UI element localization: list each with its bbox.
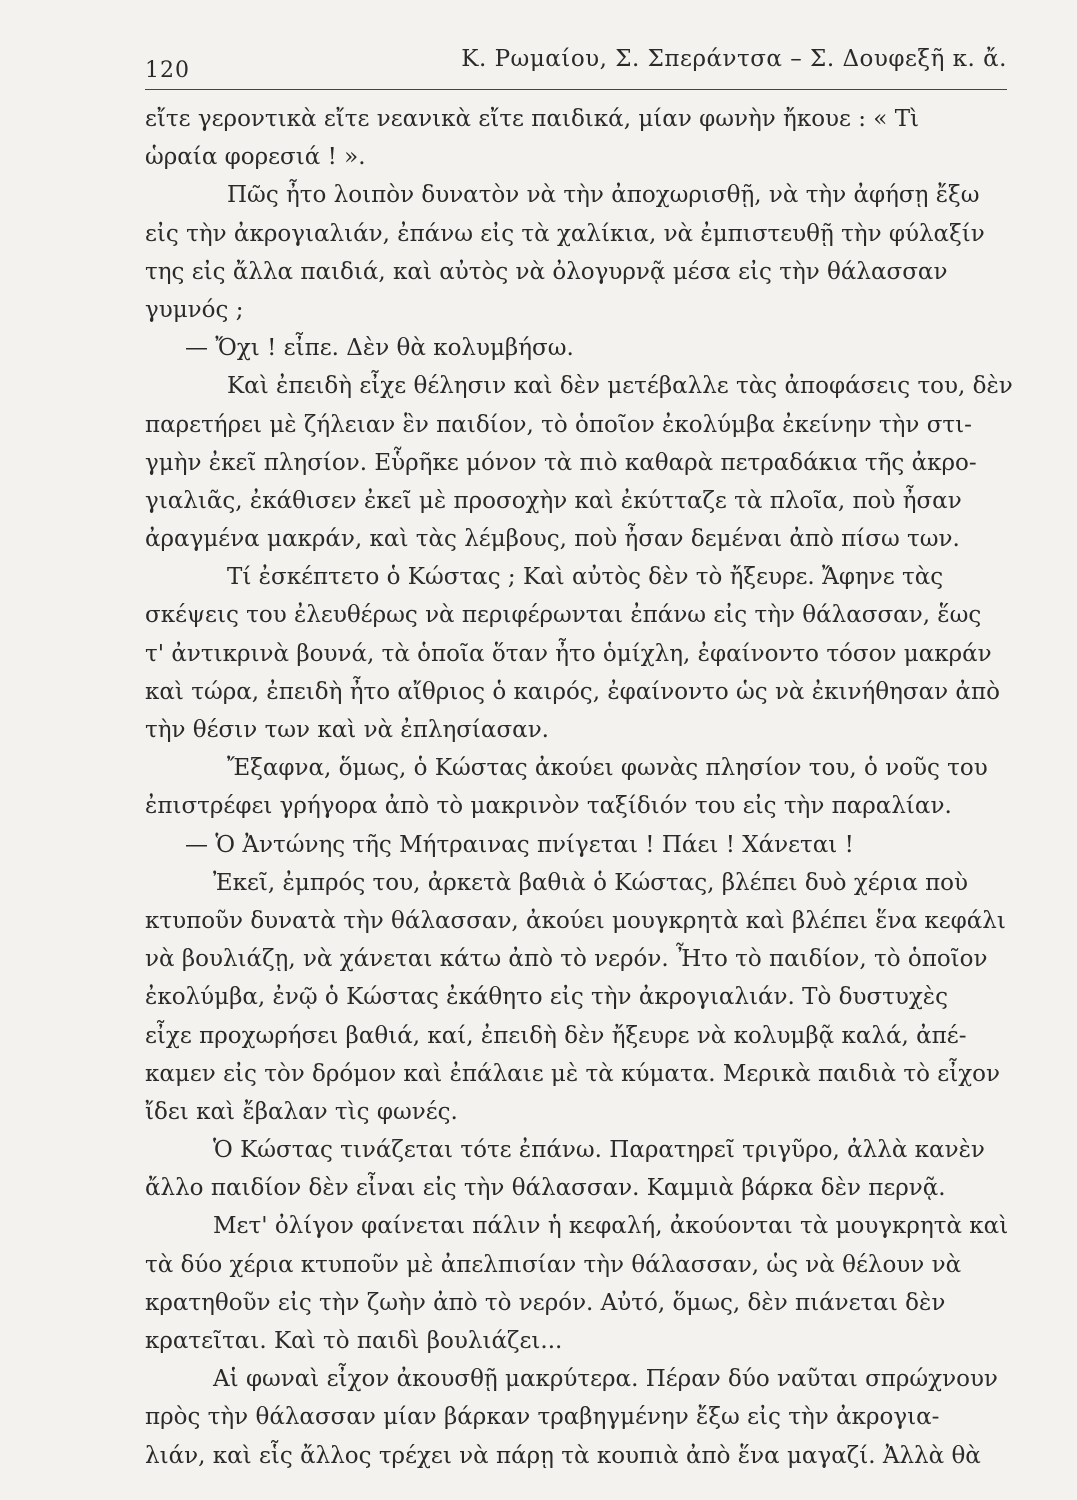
text-line: τὴν θέσιν των καὶ νὰ ἐπλησίασαν. [145,717,549,743]
text-line: εἴτε γεροντικὰ εἴτε νεανικὰ εἴτε παιδικά, μίαν φωνὴν ἤκουε : « Τὶ [145,106,920,132]
text-line: γυμνός ; [145,296,244,323]
text-line: κρατηθοῦν εἰς τὴν ζωὴν ἀπὸ τὸ νερόν. Αὐτό, ὅμως, δὲν πιάνεται δὲν [145,1289,946,1316]
text-line: Ἐκεῖ, ἐμπρός του, ἀρκετὰ βαθιὰ ὁ Κώστας, βλέπει δυὸ χέρια ποὺ [213,869,969,896]
body-text [145,100,1035,1475]
text-line: Πῶς ἦτο λοιπὸν δυνατὸν νὰ τὴν ἀποχωρισθῇ, νὰ τὴν ἀφήσῃ ἔξω [227,182,980,209]
header-rule [145,89,1007,90]
text-line: ἴδει καὶ ἔβαλαν τὶς φωνές. [145,1098,458,1125]
text-line: ὡραία φορεσιά ! ». [145,144,366,171]
text-line: λιάν, καὶ εἷς ἄλλος τρέχει νὰ πάρῃ τὰ κουπιὰ ἀπὸ ἕνα μαγαζί. Ἀλλὰ θὰ [145,1442,981,1469]
text-line: Καὶ ἐπειδὴ εἶχε θέλησιν καὶ δὲν μετέβαλλε τὰς ἀποφάσεις του, δὲν [227,373,1013,400]
text-line: της εἰς ἄλλα παιδιά, καὶ αὐτὸς νὰ ὀλογυρνᾷ μέσα εἰς τὴν θάλασσαν [145,258,948,285]
text-line: κτυποῦν δυνατὰ τὴν θάλασσαν, ἀκούει μουγκρητὰ καὶ βλέπει ἕνα κεφάλι [145,907,1006,934]
text-line: καμεν εἰς τὸν δρόμον καὶ ἐπάλαιε μὲ τὰ κύματα. Μερικὰ παιδιὰ τὸ εἶχον [145,1060,1000,1087]
text-line: νὰ βουλιάζῃ, νὰ χάνεται κάτω ἀπὸ τὸ νερόν. Ἦτο τὸ παιδίον, τὸ ὁποῖον [145,946,988,973]
text-line: Ἔξαφνα, ὅμως, ὁ Κώστας ἀκούει φωνὰς πλησίον του, ὁ νοῦς του [227,755,988,782]
text-line: ἐκολύμβα, ἐνῷ ὁ Κώστας ἐκάθητο εἰς τὴν ἀκρογιαλιάν. Τὸ δυστυχὲς [145,984,949,1011]
text-line: Ὁ Κώστας τινάζεται τότε ἐπάνω. Παρατηρεῖ τριγῦρο, ἀλλὰ κανὲν [213,1137,985,1164]
text-line: ἄλλο παιδίον δὲν εἶναι εἰς τὴν θάλασσαν. Καμμιὰ βάρκα δὲν περνᾷ. [145,1175,946,1202]
text-line: κρατεῖται. Καὶ τὸ παιδὶ βουλιάζει... [145,1328,563,1354]
text-line: Μετ' ὀλίγον φαίνεται πάλιν ἡ κεφαλή, ἀκούονται τὰ μουγκρητὰ καὶ [213,1213,1009,1240]
text-line: Αἱ φωναὶ εἶχον ἀκουσθῇ μακρύτερα. Πέραν δύο ναῦται σπρώχνουν [213,1366,998,1393]
running-title: Κ. Ρωμαίου, Σ. Σπεράντσα – Σ. Δουφεξῆ κ. ἄ. [461,46,1007,72]
text-line: ἀραγμένα μακράν, καὶ τὰς λέμβους, ποὺ ἦσαν δεμέναι ἀπὸ πίσω των. [145,526,960,553]
page-number: 120 [145,58,190,83]
page-header [145,46,1007,86]
text-line: — Ὄχι ! εἶπε. Δὲν θὰ κολυμβήσω. [185,335,574,362]
text-line: — Ὁ Ἀντώνης τῆς Μήτραινας πνίγεται ! Πάει ! Χάνεται ! [185,831,854,858]
text-line: καὶ τώρα, ἐπειδὴ ἦτο αἴθριος ὁ καιρός, ἐφαίνοντο ὡς νὰ ἐκινήθησαν ἀπὸ [145,678,1000,705]
text-line: Τί ἐσκέπτετο ὁ Κώστας ; Καὶ αὐτὸς δὲν τὸ ἤξευρε. Ἄφηνε τὰς [227,564,944,591]
text-line: γιαλιᾶς, ἐκάθισεν ἐκεῖ μὲ προσοχὴν καὶ ἐκύτταζε τὰ πλοῖα, ποὺ ἦσαν [145,487,962,514]
text-line: σκέψεις του ἐλευθέρως νὰ περιφέρωνται ἐπάνω εἰς τὴν θάλασσαν, ἕως [145,602,982,629]
text-line: ἐπιστρέφει γρήγορα ἀπὸ τὸ μακρινὸν ταξίδιόν του εἰς τὴν παραλίαν. [145,793,952,820]
text-line: γμὴν ἐκεῖ πλησίον. Εὗρῆκε μόνον τὰ πιὸ καθαρὰ πετραδάκια τῆς ἀκρο- [145,449,977,476]
text-line: τ' ἀντικρινὰ βουνά, τὰ ὁποῖα ὅταν ἦτο ὁμίχλη, ἐφαίνοντο τόσον μακράν [145,640,992,667]
text-line: πρὸς τὴν θάλασσαν μίαν βάρκαν τραβηγμένην ἔξω εἰς τὴν ἀκρογια- [145,1404,940,1431]
text-line: εἰς τὴν ἀκρογιαλιάν, ἐπάνω εἰς τὰ χαλίκια, νὰ ἐμπιστευθῇ τὴν φύλαξίν [145,220,985,247]
text-line: παρετήρει μὲ ζήλειαν ἓν παιδίον, τὸ ὁποῖον ἐκολύμβα ἐκείνην τὴν στι- [145,411,972,438]
text-line: εἶχε προχωρήσει βαθιά, καί, ἐπειδὴ δὲν ἤξευρε νὰ κολυμβᾷ καλά, ἀπέ- [145,1022,967,1049]
text-line: τὰ δύο χέρια κτυποῦν μὲ ἀπελπισίαν τὴν θάλασσαν, ὡς νὰ θέλουν νὰ [145,1251,962,1278]
